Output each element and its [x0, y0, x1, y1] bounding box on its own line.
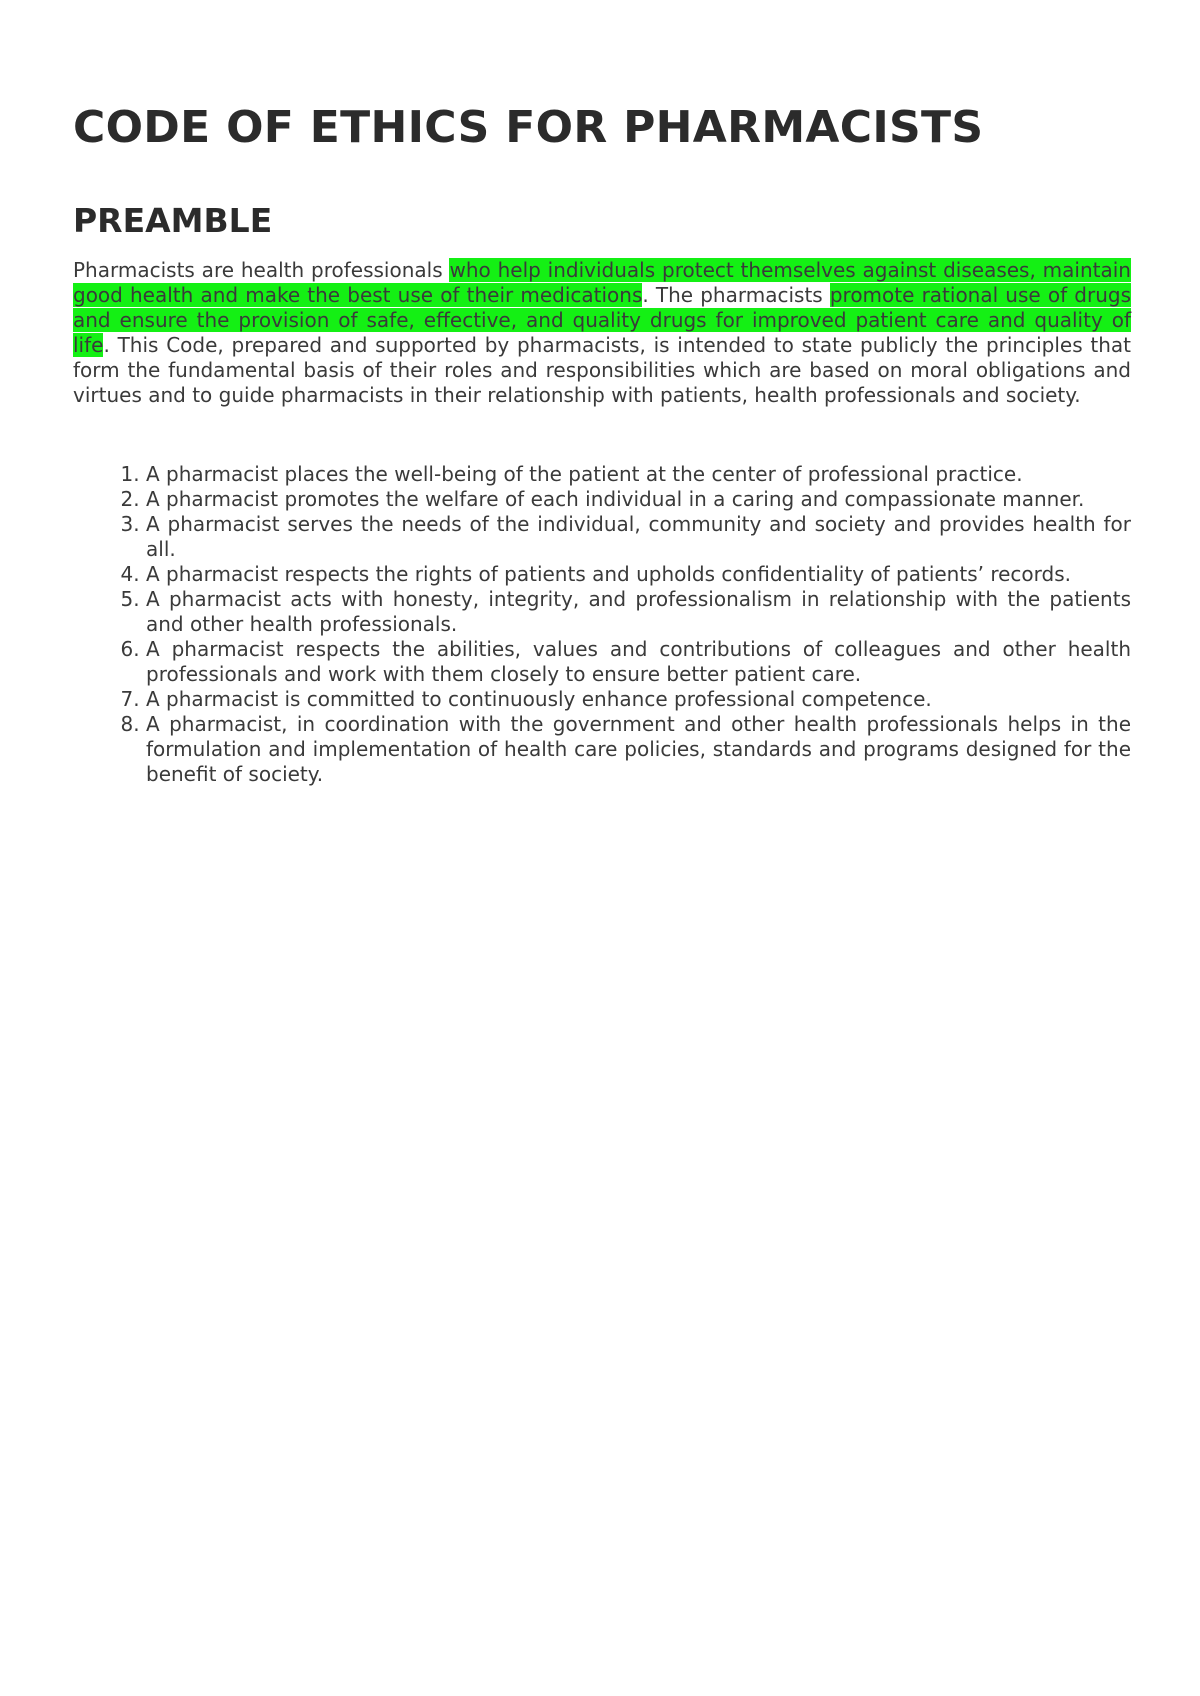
principle-item: 6. A pharmacist respects the abilities, values and contributions of colleagues and other health professionals and work with them closely to ensure better patient care.: [146, 637, 1131, 687]
principle-item: 4. A pharmacist respects the rights of patients and upholds confidentiality of patients’ records.: [146, 562, 1131, 587]
principle-item: 3. A pharmacist serves the needs of the individual, community and society and provides health for all.: [146, 512, 1131, 562]
preamble-heading: PREAMBLE: [73, 201, 273, 240]
preamble-paragraph: [73, 258, 1131, 408]
principle-item: 8. A pharmacist, in coordination with the government and other health professionals helps in the formulation and implementation of health care policies, standards and programs designed for the benefit of society.: [146, 712, 1131, 787]
preamble-text-3: . This Code, prepared and supported by pharmacists, is intended to state publicly the principles that form the fundamental basis of their roles and responsibilities which are based on moral obligations and virtues and to guide pharmacists in their relationship with patients, health professionals and society.: [73, 333, 1131, 407]
preamble-highlight-2: promote rational use of drugs and ensure the provision of safe, effective, and quality drugs for improved patient care and quality of life: [73, 283, 1131, 357]
preamble-highlight-1: who help individuals protect themselves against diseases, maintain good health and make the best use of their medications: [73, 258, 1131, 307]
principles-list: [73, 462, 1131, 787]
preamble-text-1: Pharmacists are health professionals: [73, 258, 450, 282]
principle-item: 2. A pharmacist promotes the welfare of each individual in a caring and compassionate manner.: [146, 487, 1131, 512]
principle-item: 5. A pharmacist acts with honesty, integrity, and professionalism in relationship with the patients and other health professionals.: [146, 587, 1131, 637]
document-title: CODE OF ETHICS FOR PHARMACISTS: [73, 102, 984, 153]
principle-item: 7. A pharmacist is committed to continuously enhance professional competence.: [146, 687, 1131, 712]
principle-item: 1. A pharmacist places the well-being of the patient at the center of professional practice.: [146, 462, 1131, 487]
preamble-text-2: . The pharmacists: [642, 283, 830, 307]
